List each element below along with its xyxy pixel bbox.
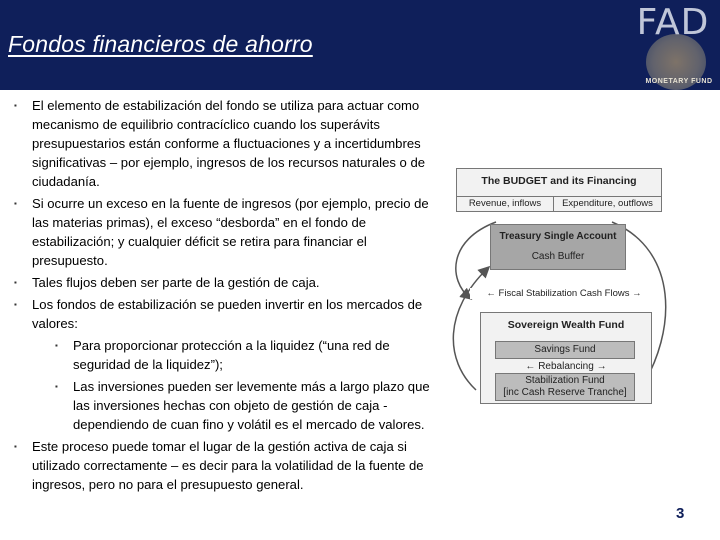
page-number: 3	[676, 505, 685, 522]
sub-bullet-item: ▪ Las inversiones pueden ser levemente más a largo plazo que las inversiones hechas con objeto de gestión de caja - dependiendo de cuan fino y volátil es el mercado de valores.	[12, 377, 432, 434]
cash-buffer-label: Cash Buffer	[531, 251, 585, 262]
bullet-item: ▪ El elemento de estabilización del fondo se utiliza para actuar como mecanismo de equilibrio contracíclico cuando los superávits presupuestarios están conforme a fluctuaciones y a incertidumbres significativas – por ejemplo, ingresos de los recursos naturales o de ciudadanía.	[12, 96, 432, 191]
stabilization-label: Stabilization Fund	[525, 375, 605, 386]
logo-seal-label: MONETARY FUND	[645, 78, 713, 85]
savings-fund-box	[495, 341, 635, 359]
budget-box	[456, 168, 662, 212]
expenditure-label: Expenditure, outflows	[562, 198, 653, 209]
budget-title: The BUDGET and its Financing	[481, 175, 637, 187]
savings-label: Savings Fund	[534, 344, 596, 355]
fund-diagram	[440, 160, 688, 460]
tsa-box	[490, 224, 626, 270]
rebalancing-label: ← Rebalancing →	[525, 361, 607, 372]
bullet-item: ▪ Este proceso puede tomar el lugar de la gestión activa de caja si utilizado correctamente – es decir para la volatilidad de la fuente de ingresos, pero no para el presupuesto general.	[12, 437, 432, 494]
swf-label: Sovereign Wealth Fund	[507, 319, 625, 331]
logo-text: FAD	[636, 2, 710, 43]
tsa-label: Treasury Single Account	[499, 231, 617, 242]
bullet-item: ▪ Tales flujos deben ser parte de la gestión de caja.	[12, 273, 432, 292]
revenue-label: Revenue, inflows	[468, 198, 542, 209]
reserve-label: [inc Cash Reserve Tranche]	[503, 387, 627, 398]
bullet-item: ▪ Si ocurre un exceso en la fuente de ingresos (por ejemplo, precio de las materias primas), el exceso “desborda” en el fondo de estabilización; y cualquier déficit se retira para financiar el presupuesto.	[12, 194, 432, 270]
sub-bullet-item: ▪ Para proporcionar protección a la liquidez (“una red de seguridad de la liquidez”);	[12, 336, 432, 374]
title-bar	[0, 0, 720, 90]
swf-box	[480, 312, 652, 404]
bullet-item: ▪ Los fondos de estabilización se pueden invertir en los mercados de valores:	[12, 295, 432, 333]
imf-logo	[628, 2, 718, 90]
budget-divider	[457, 196, 661, 197]
stabilization-fund-box	[495, 373, 635, 401]
fiscal-flows-label: ← Fiscal Stabilization Cash Flows →	[470, 288, 658, 299]
bullet-list	[12, 96, 432, 497]
slide-title: Fondos financieros de ahorro	[8, 31, 313, 57]
